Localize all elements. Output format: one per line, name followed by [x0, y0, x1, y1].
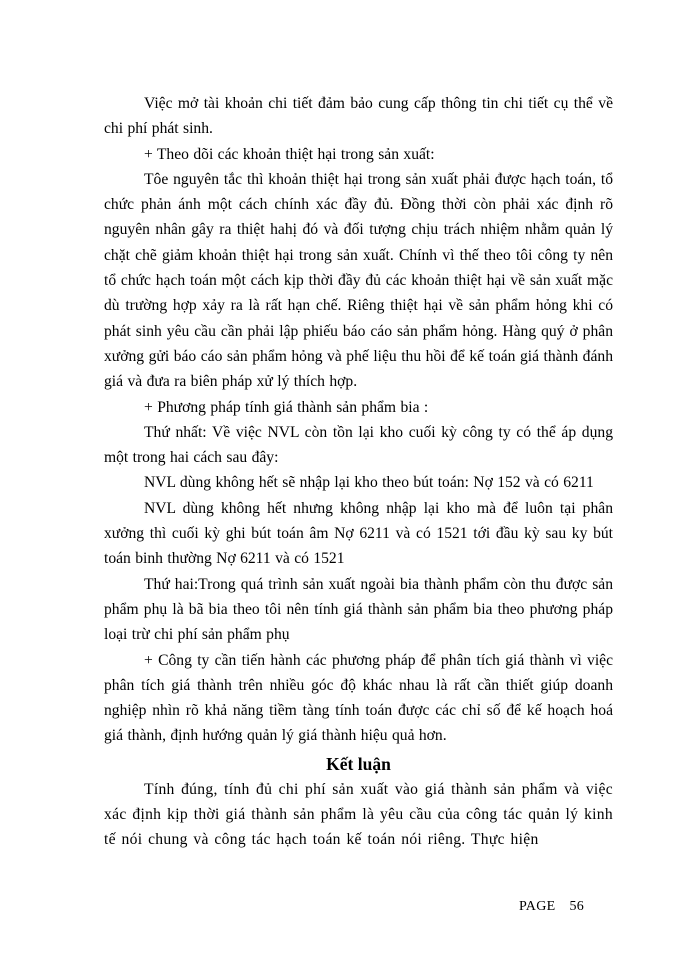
page-label: PAGE	[519, 899, 556, 914]
paragraph-cost-analysis: + Công ty cần tiến hành các phương pháp để phân tích giá thành vì việc phân tích giá thành trên nhiều góc độ khác nhau là rất cần thiết giúp doanh nghiệp nhìn rõ khả năng tiềm tàng tính toán được các chỉ số để kế hoạch hoá giá thành, định hướng quản lý giá thành hiệu quả hơn.	[104, 651, 613, 745]
paragraph-conclusion: Tính đúng, tính đủ chi phí sản xuất vào giá thành sản phẩm và việc xác định kịp thời giá thành sản phẩm là yêu cầu của công tác quản lý kinh tế nói chung và công tác hạch toán kế toán nói riêng. Thực hiện	[104, 780, 613, 849]
paragraph-account-details: Việc mở tài khoản chi tiết đảm bảo cung cấp thông tin chi tiết cụ thể về chi phí phát sinh.	[104, 95, 613, 138]
paragraph-second-method: Thứ hai:Trong quá trình sản xuất ngoài bia thành phẩm còn thu được sản phẩm phụ là bã bia theo tôi nên tính giá thành sản phẩm bia theo phương pháp loại trừ chi phí sản phẩm phụ	[104, 575, 613, 644]
paragraph-nvl-keep: NVL dùng không hết nhưng không nhập lại kho mà để luôn tại phân xưởng thì cuối kỳ ghi bút toán âm Nợ 6211 và có 1521 tới đầu kỳ sau ky bút toán binh thường Nợ 6211 và có 1521	[104, 499, 613, 568]
paragraph-damage-accounting: Tôe nguyên tắc thì khoản thiệt hại trong sản xuất phải được hạch toán, tổ chức phản ánh một cách chính xác đầy đủ. Đồng thời còn phải xác định rõ nguyên nhân gây ra thiệt hahị đó và đối tượng chịu trách nhiệm nhằm quản lý chặt chẽ giảm khoản thiệt hại trong sản xuất. Chính vì thế theo tôi công ty nên tổ chức hạch toán một cách kịp thời đầy đủ các khoản thiệt hại về sản xuất mặc dù trường hợp xảy ra là rất hạn chế. Riêng thiệt hại về sản phẩm hỏng khi có phát sinh yêu cầu cần phải lập phiếu báo cáo sản phẩm hỏng. Hàng quý ở phân xưởng gửi báo cáo sản phẩm hỏng và phế liệu thu hồi để kế toán giá thành đánh giá và đưa ra biên pháp xử lý thích hợp.	[104, 170, 613, 391]
paragraph-nvl-return: NVL dùng không hết sẽ nhập lại kho theo bút toán: Nợ 152 và có 6211	[144, 474, 594, 492]
paragraph-damage-heading: + Theo dõi các khoản thiệt hại trong sản xuất:	[144, 145, 435, 163]
document-body	[104, 91, 613, 853]
paragraph-first-method: Thứ nhất: Về việc NVL còn tồn lại kho cuối kỳ công ty có thể áp dụng một trong hai cách sau đây:	[104, 423, 613, 467]
conclusion-heading: Kết luận	[326, 753, 391, 774]
page-number: 56	[569, 899, 585, 914]
page-footer	[519, 899, 584, 915]
paragraph-costing-method-heading: + Phương pháp tính giá thành sản phẩm bia :	[144, 398, 429, 416]
